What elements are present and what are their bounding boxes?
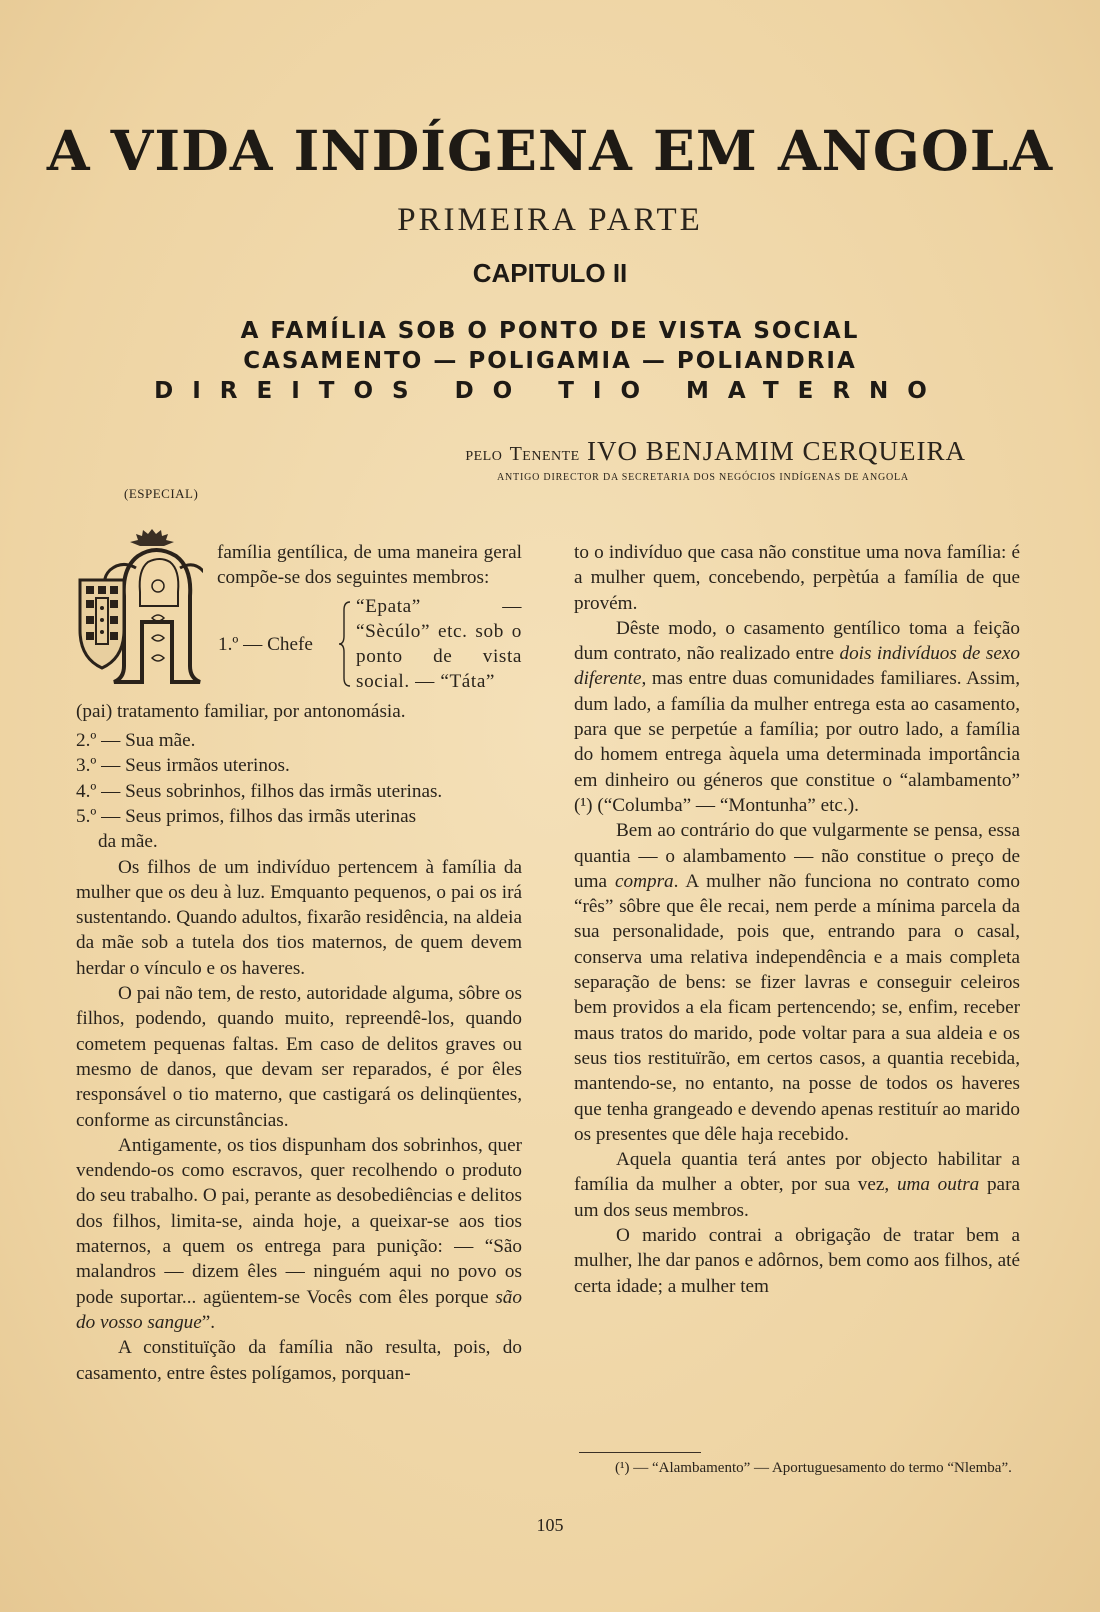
paragraph — [76, 1133, 522, 1335]
paragraph: A constituïção da família não resulta, pois, do casamento, entre êstes polígamos, porquan- — [76, 1337, 522, 1384]
byline-role: ANTIGO DIRECTOR DA SECRETARIA DOS NEGÓCIOS INDÍGENAS DE ANGOLA — [497, 472, 909, 483]
intro-paragraph: família gentílica, de uma maneira geral compõe-se dos seguintes membros: — [217, 542, 522, 589]
ornamental-drop-cap-icon — [76, 528, 203, 696]
list-item: 2.º — Sua mãe. — [76, 730, 196, 752]
text-run: para um dos seus membros. — [574, 1174, 1020, 1221]
especial-label: (ESPECIAL) — [124, 486, 199, 501]
italic-run: uma outra — [896, 1174, 980, 1196]
byline-name: IVO BENJAMIM CERQUEIRA — [587, 436, 966, 466]
part-heading: PRIMEIRA PARTE — [397, 202, 703, 238]
list-item: 4.º — Seus sobrinhos, filhos das irmãs uterinas. — [76, 780, 443, 802]
article-title: A VIDA INDÍGENA EM ANGOLA — [46, 118, 1054, 183]
chefe-entry — [218, 594, 522, 695]
left-column — [76, 540, 522, 1386]
paragraph — [574, 1147, 1020, 1223]
chefe-continuation: (pai) tratamento familiar, por antonomásia. — [76, 700, 406, 722]
text-run: Aquela quantia terá antes por objecto habilitar a família da mulher a obter, por sua vez, — [574, 1149, 1020, 1196]
subtitle-line-3: DIREITOS DO TIO MATERNO — [154, 378, 946, 404]
byline — [465, 436, 966, 467]
text-run: Bem ao contrário do que vulgarmente se pensa, essa quantia — o alambamento — não constitue o preço de uma — [574, 820, 1020, 892]
text-run: , mas entre duas comunidades familiares. Assim, dum lado, a família da mulher entrega esta ao casamento, para que se perpetúe a família; por outro lado, a família do homem entrega àquela uma determinada importância em dinheiro ou géneros que constitue o “alambamento” (¹) (“Columba” — “Montunha” etc.). — [574, 668, 1020, 816]
italic-run: dois indivíduos de sexo diferente — [574, 643, 1020, 690]
text-run: . A mulher não funciona no contrato como “rês” sôbre que êle recai, nem perde a mínima parcela da sua personalidade, pois que, entrando para o casal, conserva uma relativa independência e a mais completa separação de bens: se fizer lavras e conseguir celeiros bem providos a ela ficam pertencendo; se, enfim, receber maus tratos do marido, pode voltar para a sua aldeia e os seus tios restituïrão, em certos casos, a quantia recebida, mantendo-se, no entanto, na posse de todos os haveres que tenha grangeado e devendo apenas restituír ao marido os presentes que dêle haja recebido. — [574, 870, 1020, 1145]
list-item-continuation: da mãe. — [98, 831, 158, 853]
list-item: 3.º — Seus irmãos uterinos. — [76, 755, 290, 777]
subtitle-line-2: CASAMENTO — POLIGAMIA — POLIANDRIA — [243, 348, 857, 374]
page-number: 105 — [536, 1515, 564, 1535]
chapter-heading: CAPITULO II — [472, 258, 628, 288]
subtitle-line-1: A FAMÍLIA SOB O PONTO DE VISTA SOCIAL — [240, 318, 860, 344]
paragraph: Os filhos de um indivíduo pertencem à família da mulher que os deu à luz. Emquanto pequenos, o pai os irá sustentando. Quando adultos, fixarão residência, na aldeia da mãe sob a tutela dos tios maternos, de quem devem herdar o vínculo e os haveres. — [76, 856, 522, 979]
italic-run: são do vosso sangue — [76, 1286, 522, 1333]
chefe-label: 1.º — Chefe — [218, 633, 313, 655]
text-run: ”. — [201, 1311, 216, 1333]
byline-prefix: pelo — [465, 443, 503, 465]
chefe-description: “Epata” — “Sècúlo” etc. sob o ponto de vista social. — “Táta” — [356, 595, 522, 693]
text-run: Antigamente, os tios dispunham dos sobrinhos, quer vendendo-os como escravos, quer recolhendo o produto do seu trabalho. O pai, perante as desobediências e delitos dos filhos, limita-se, ainda hoje, a queixar-se aos tios maternos, a quem os entrega para punição: — “São malandros — dizem êles — ninguém aqui no povo os pode suportar... agüentem-se Vocês com êles porque — [76, 1134, 522, 1308]
right-column — [574, 540, 1020, 1299]
paragraph — [574, 818, 1020, 1147]
footnote-divider — [579, 1452, 701, 1453]
brace-icon — [338, 600, 352, 688]
text-run: Dêste modo, o casamento gentílico toma a feição dum contrato, não realizado entre — [574, 617, 1020, 665]
paragraph: O pai não tem, de resto, autoridade alguma, sôbre os filhos, podendo, quando muito, repreendê-los, quando cometem pequenas faltas. Em caso de delitos graves ou mesmo de danos, que devam ser reparados, é por êles responsável o tio materno, que castigará os delinqüentes, conforme as circunstâncias. — [76, 983, 522, 1131]
list-item: 5.º — Seus primos, filhos das irmãs uterinas — [76, 805, 417, 827]
italic-run: compra — [615, 870, 674, 892]
footnote: (¹) — “Alambamento” — Aportuguesamento do termo “Nlemba”. — [615, 1460, 1012, 1476]
paragraph: to o indivíduo que casa não constitue uma nova família: é a mulher quem, concebendo, perpètúa a família de que provém. — [574, 542, 1020, 614]
byline-rank: Tenente — [509, 443, 580, 465]
family-member-list — [76, 728, 522, 854]
paragraph — [574, 616, 1020, 818]
paragraph: O marido contrai a obrigação de tratar bem a mulher, lhe dar panos e adôrnos, bem como aos filhos, até certa idade; a mulher tem — [574, 1225, 1020, 1297]
